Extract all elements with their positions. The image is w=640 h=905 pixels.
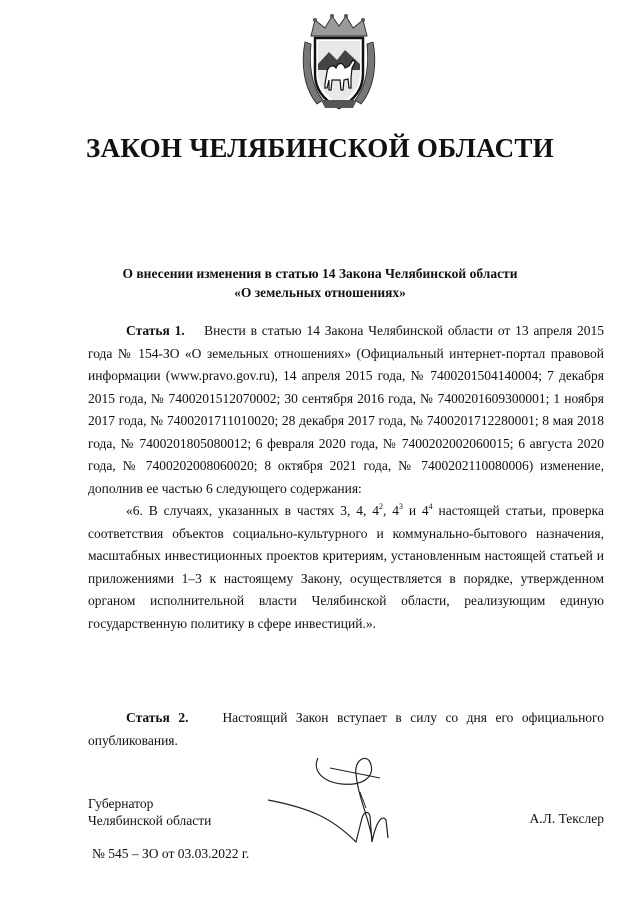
article-2-text: Настоящий Закон вступает в силу со дня его официального опубликования.	[88, 710, 605, 748]
law-number: № 545 – ЗО от 03.03.2022 г.	[92, 846, 250, 861]
amendment-text: , 4	[382, 503, 399, 518]
article-1-amendment	[88, 500, 604, 635]
superscript: 4	[428, 501, 433, 511]
amendment-text-start: «6. В случаях, указанных в частях 3, 4, 4	[126, 503, 379, 518]
law-subtitle	[0, 264, 640, 302]
superscript: 3	[398, 501, 403, 511]
superscript: 2	[378, 501, 383, 511]
governor-title	[88, 795, 211, 829]
governor-line-2: Челябинской области	[88, 813, 212, 828]
subtitle-line-1: О внесении изменения в статью 14 Закона Челябинской области	[122, 266, 518, 281]
article-1-text: Внести в статью 14 Закона Челябинской области от 13 апреля 2015 года № 154-ЗО «О земельных отношениях» (Официальный интернет-портал правовой информации (www.pravo.gov.ru), 14 апреля 2015 года, № 7400201504140004; 7 декабря 2015 года, № 7400201512070002; 30 сентября 2016 года, № 7400201609300001; 1 ноября 2017 года, № 7400201711010020; 28 декабря 2017 года, № 7400201712280001; 8 мая 2018 года, № 7400201805080012; 6 февраля 2020 года, № 7400202002060015; 6 августа 2020 года, № 7400202008060020; 8 октября 2021 года, № 7400202110080006) изменение, дополнив ее частью 6 следующего содержания:	[88, 323, 605, 496]
governor-name: А.Л. Текслер	[529, 811, 604, 826]
amendment-text: и 4	[402, 503, 429, 518]
article-1	[88, 320, 604, 635]
article-1-label: Статья 1.	[126, 323, 185, 338]
article-2-label: Статья 2.	[126, 710, 189, 725]
coat-of-arms-icon	[301, 12, 377, 112]
law-title: ЗАКОН ЧЕЛЯБИНСКОЙ ОБЛАСТИ	[86, 133, 554, 163]
governor-line-1: Губернатор	[88, 796, 154, 811]
signature-image	[260, 738, 420, 848]
amendment-text-end: настоящей статьи, проверка соответствия объектов социально-культурного и коммунально-бытового назначения, масштабных инвестиционных проектов критериям, установленным настоящей статьей и приложениями 1–3 к настоящему Закону, осуществляется в порядке, утвержденном органом исполнительной власти Челябинской области, реализующим единую государственную политику в сфере инвестиций.».	[88, 503, 604, 631]
subtitle-line-2: «О земельных отношениях»	[234, 285, 406, 300]
article-1-paragraph	[88, 320, 604, 500]
